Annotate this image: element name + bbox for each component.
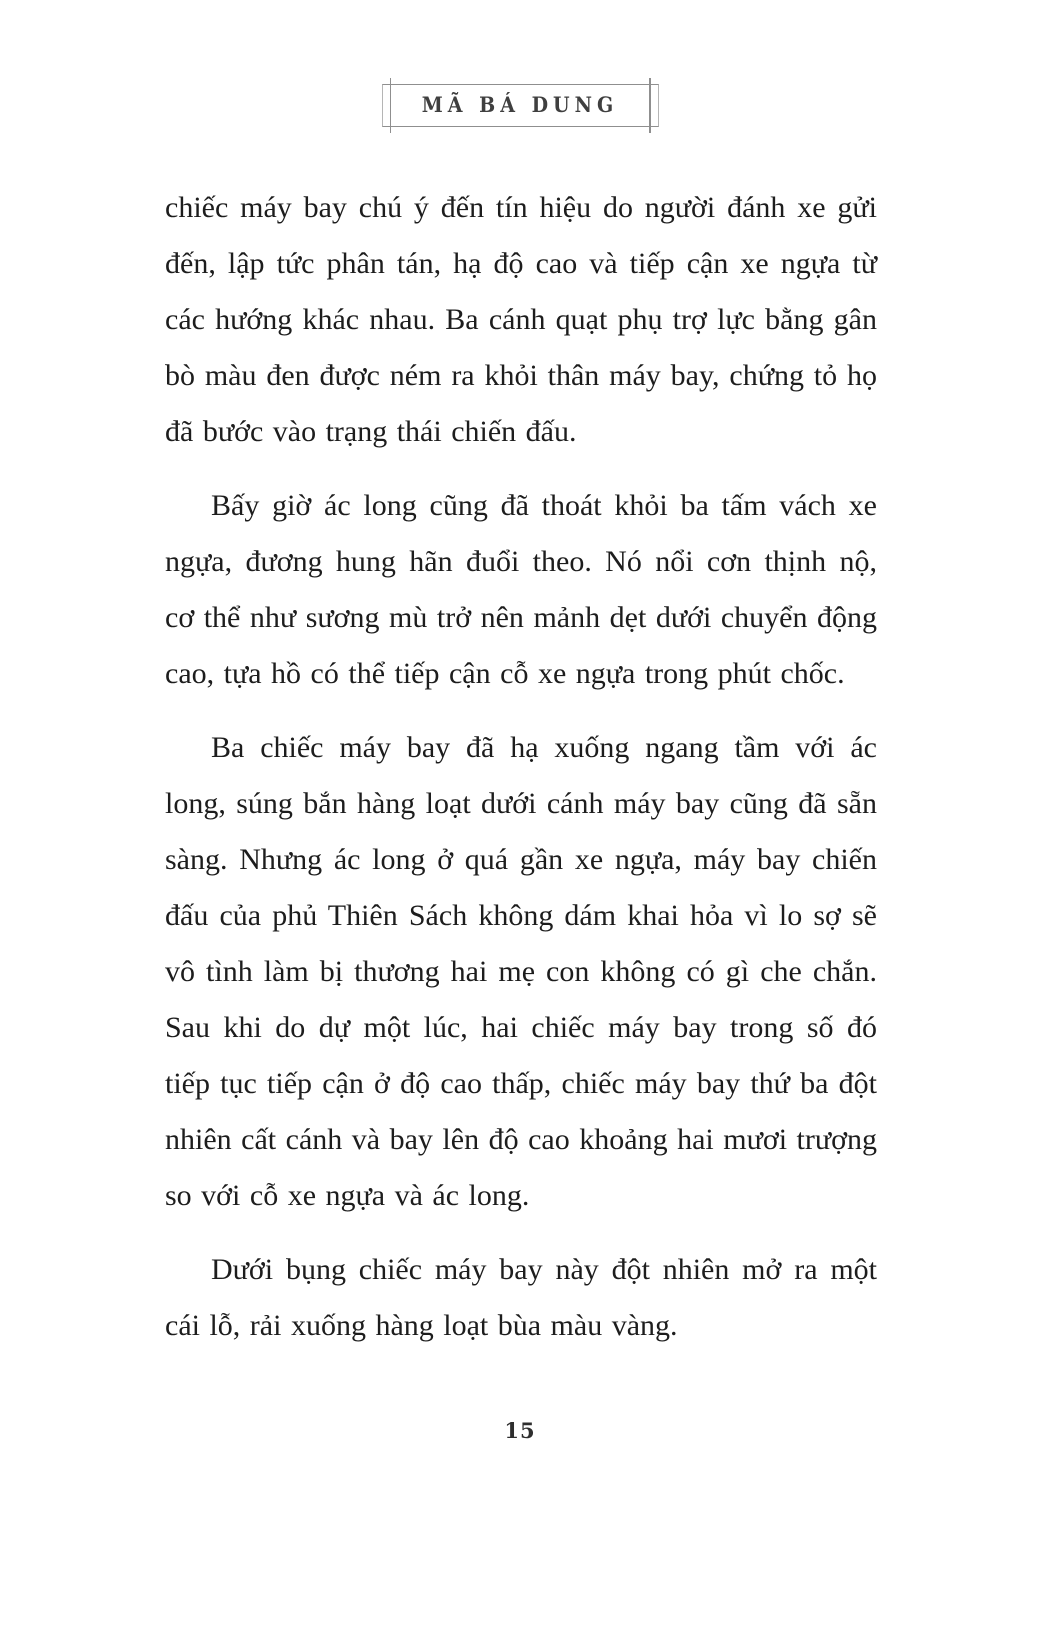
chapter-header-box	[382, 84, 659, 127]
page-number: 15	[504, 1418, 536, 1443]
paragraph: Ba chiếc máy bay đã hạ xuống ngang tầm với ác long, súng bắn hàng loạt dưới cánh máy bay cũng đã sẵn sàng. Nhưng ác long ở quá gần xe ngựa, máy bay chiến đấu của phủ Thiên Sách không dám khai hỏa vì lo sợ sẽ vô tình làm bị thương hai mẹ con không có gì che chắn. Sau khi do dự một lúc, hai chiếc máy bay trong số đó tiếp tục tiếp cận ở độ cao thấp, chiếc máy bay thứ ba đột nhiên cất cánh và bay lên độ cao khoảng hai mươi trượng so với cỗ xe ngựa và ác long.	[165, 731, 877, 1212]
paragraph: Bấy giờ ác long cũng đã thoát khỏi ba tấm vách xe ngựa, đương hung hãn đuổi theo. Nó nổi cơn thịnh nộ, cơ thể như sương mù trở nên mảnh dẹt dưới chuyển động cao, tựa hồ có thể tiếp cận cỗ xe ngựa trong phút chốc.	[165, 489, 877, 690]
author-name: MÃ BÁ DUNG	[421, 92, 619, 118]
body-text	[165, 180, 877, 1372]
page-header	[0, 84, 1040, 127]
paragraph: Dưới bụng chiếc máy bay này đột nhiên mở ra một cái lỗ, rải xuống hàng loạt bùa màu vàng.	[165, 1253, 877, 1342]
paragraph: chiếc máy bay chú ý đến tín hiệu do người đánh xe gửi đến, lập tức phân tán, hạ độ cao và tiếp cận xe ngựa từ các hướng khác nhau. Ba cánh quạt phụ trợ lực bằng gân bò màu đen được ném ra khỏi thân máy bay, chứng tỏ họ đã bước vào trạng thái chiến đấu.	[165, 191, 877, 448]
